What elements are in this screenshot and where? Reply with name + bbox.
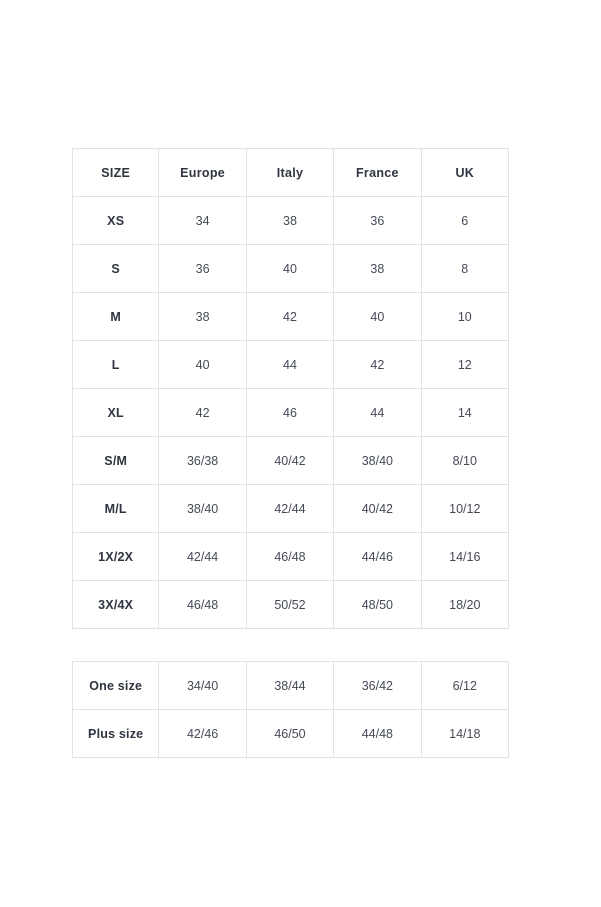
column-header-italy: Italy — [246, 149, 333, 197]
cell-italy: 46/48 — [246, 533, 333, 581]
cell-france: 36/42 — [334, 662, 421, 710]
cell-europe: 40 — [159, 341, 246, 389]
row-label: S — [73, 245, 159, 293]
cell-france: 38 — [334, 245, 421, 293]
cell-france: 40/42 — [334, 485, 421, 533]
cell-europe: 42/44 — [159, 533, 246, 581]
cell-europe: 36 — [159, 245, 246, 293]
cell-europe: 38 — [159, 293, 246, 341]
cell-italy: 38 — [246, 197, 333, 245]
cell-france: 36 — [334, 197, 421, 245]
cell-france: 44/46 — [334, 533, 421, 581]
row-label: One size — [73, 662, 159, 710]
cell-uk: 14/16 — [421, 533, 508, 581]
table-row — [73, 662, 509, 710]
cell-uk: 6/12 — [421, 662, 508, 710]
cell-uk: 12 — [421, 341, 508, 389]
cell-italy: 40 — [246, 245, 333, 293]
column-header-uk: UK — [421, 149, 508, 197]
cell-europe: 42 — [159, 389, 246, 437]
cell-europe: 34/40 — [159, 662, 246, 710]
table-row — [73, 710, 509, 758]
cell-france: 48/50 — [334, 581, 421, 629]
row-label: 1X/2X — [73, 533, 159, 581]
cell-france: 44 — [334, 389, 421, 437]
cell-italy: 40/42 — [246, 437, 333, 485]
column-header-europe: Europe — [159, 149, 246, 197]
table-row — [73, 197, 509, 245]
column-header-france: France — [334, 149, 421, 197]
cell-uk: 6 — [421, 197, 508, 245]
cell-europe: 36/38 — [159, 437, 246, 485]
table-body — [73, 662, 509, 758]
table-header-row — [73, 149, 509, 197]
row-label: L — [73, 341, 159, 389]
cell-italy: 42 — [246, 293, 333, 341]
table-header — [73, 149, 509, 197]
cell-europe: 46/48 — [159, 581, 246, 629]
row-label: S/M — [73, 437, 159, 485]
cell-uk: 14 — [421, 389, 508, 437]
row-label: Plus size — [73, 710, 159, 758]
row-label: XL — [73, 389, 159, 437]
table-row — [73, 437, 509, 485]
table-row — [73, 485, 509, 533]
table-body — [73, 197, 509, 629]
cell-france: 42 — [334, 341, 421, 389]
cell-italy: 42/44 — [246, 485, 333, 533]
cell-uk: 8 — [421, 245, 508, 293]
cell-france: 38/40 — [334, 437, 421, 485]
table-row — [73, 341, 509, 389]
cell-italy: 50/52 — [246, 581, 333, 629]
cell-france: 44/48 — [334, 710, 421, 758]
cell-italy: 46 — [246, 389, 333, 437]
cell-uk: 18/20 — [421, 581, 508, 629]
row-label: M/L — [73, 485, 159, 533]
table-row — [73, 245, 509, 293]
cell-europe: 38/40 — [159, 485, 246, 533]
row-label: XS — [73, 197, 159, 245]
cell-italy: 46/50 — [246, 710, 333, 758]
table-row — [73, 581, 509, 629]
cell-europe: 34 — [159, 197, 246, 245]
cell-italy: 38/44 — [246, 662, 333, 710]
cell-uk: 10/12 — [421, 485, 508, 533]
column-header-size: SIZE — [73, 149, 159, 197]
cell-italy: 44 — [246, 341, 333, 389]
general-size-table — [72, 661, 509, 758]
cell-uk: 8/10 — [421, 437, 508, 485]
table-row — [73, 293, 509, 341]
table-row — [73, 533, 509, 581]
row-label: 3X/4X — [73, 581, 159, 629]
table-row — [73, 389, 509, 437]
cell-europe: 42/46 — [159, 710, 246, 758]
size-conversion-table — [72, 148, 509, 629]
cell-france: 40 — [334, 293, 421, 341]
cell-uk: 14/18 — [421, 710, 508, 758]
cell-uk: 10 — [421, 293, 508, 341]
table-gap-divider — [72, 629, 529, 661]
row-label: M — [73, 293, 159, 341]
